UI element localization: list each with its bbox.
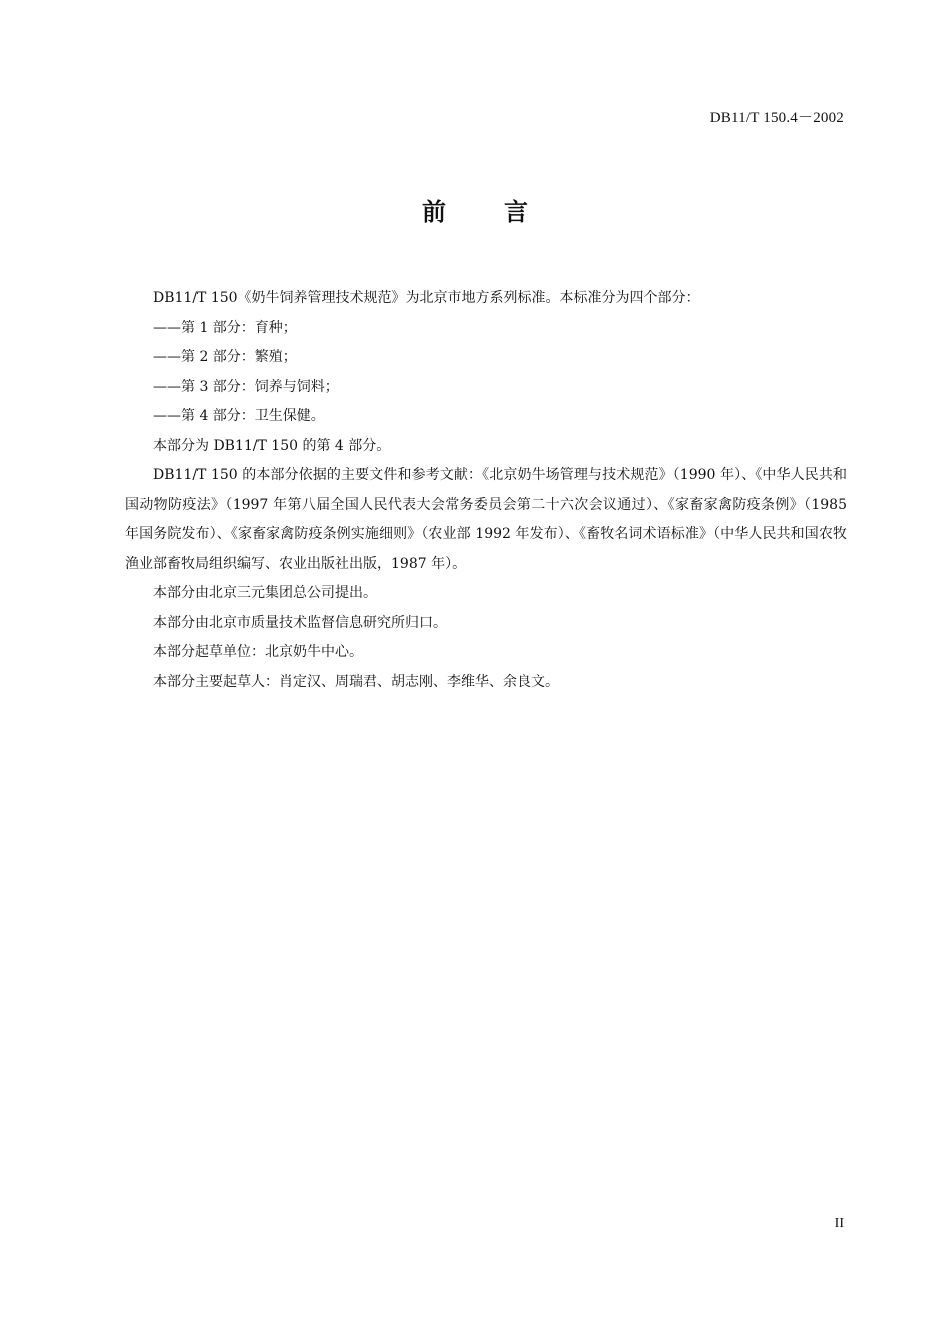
part-list-item-2: ——第 2 部分：繁殖； <box>153 349 297 365</box>
drafters-paragraph: 本部分主要起草人：肖定汉、周瑞君、胡志刚、李维华、余良文。 <box>153 673 559 690</box>
part-list-item-4: ——第 4 部分：卫生保健。 <box>153 408 325 424</box>
this-part-paragraph: 本部分为 DB11/T 150 的第 4 部分。 <box>153 437 391 454</box>
proposed-by-paragraph: 本部分由北京三元集团总公司提出。 <box>153 585 377 601</box>
page-title: 前言 <box>422 198 586 226</box>
centralized-by-paragraph: 本部分由北京市质量技术监督信息研究所归口。 <box>153 614 447 631</box>
standard-code-header: DB11/T 150.4－2002 <box>709 110 844 126</box>
foreword-body <box>125 284 847 697</box>
part-list-item-3: ——第 3 部分：饲养与饲料； <box>153 378 339 395</box>
page-number: II <box>834 1216 844 1231</box>
drafting-unit-paragraph: 本部分起草单位：北京奶牛中心。 <box>153 644 363 660</box>
intro-paragraph: DB11/T 150《奶牛饲养管理技术规范》为北京市地方系列标准。本标准分为四个部分： <box>153 290 700 306</box>
part-list-item-1: ——第 1 部分：育种； <box>153 319 297 336</box>
references-paragraph: DB11/T 150 的本部分依据的主要文件和参考文献：《北京奶牛场管理与技术规范》（1990 年）、《中华人民共和国动物防疫法》（1997 年第八届全国人民代表大会常务委员会第二十六次会议通过）、《家畜家禽防疫条例》（1985 年国务院发布）、《家畜家禽防疫条例实施细则》（农业部 1992 年发布）、《畜牧名词术语标准》（中华人民共和国农牧渔业部畜牧局组织编写、农业出版社出版，1987 年）。 <box>125 467 847 572</box>
